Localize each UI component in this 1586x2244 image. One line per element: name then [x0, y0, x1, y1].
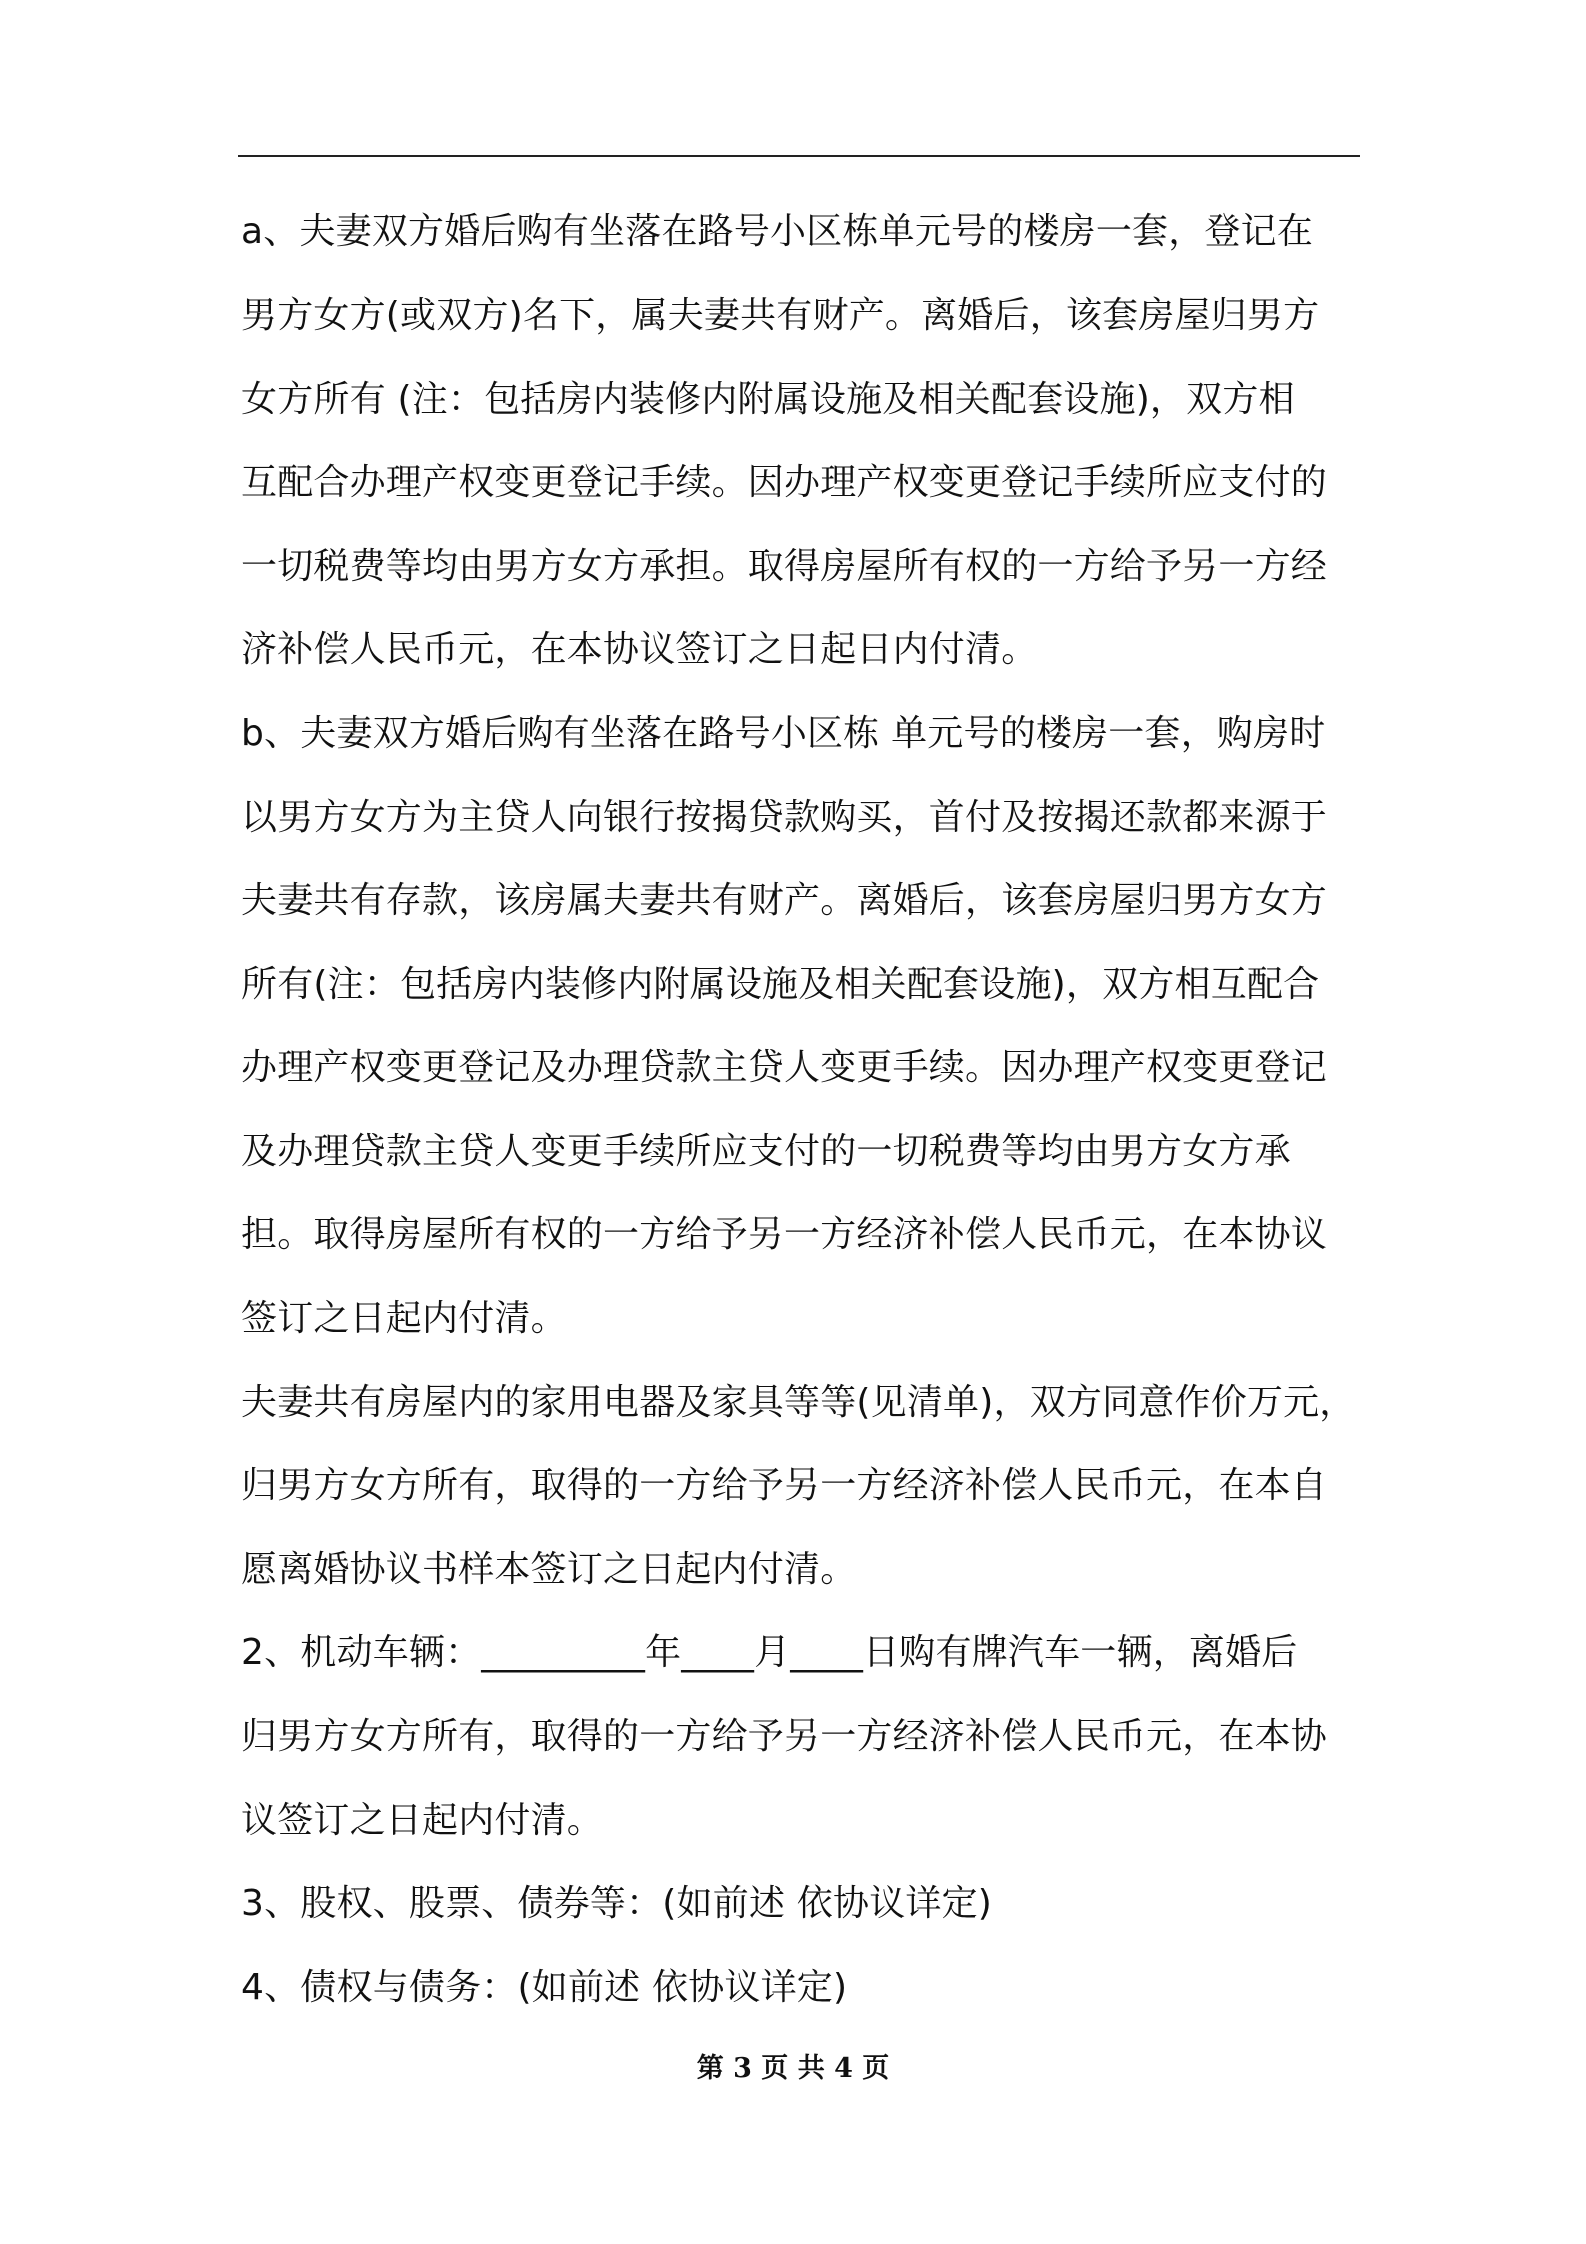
- paragraph-line: 所有(注：包括房内装修内附属设施及相关配套设施)，双方相互配合: [241, 964, 1320, 1005]
- paragraph-line: 归男方女方所有，取得的一方给予另一方经济补偿人民币元，在本自: [241, 1465, 1328, 1506]
- paragraph-line: 及办理贷款主贷人变更手续所应支付的一切税费等均由男方女方承: [241, 1131, 1291, 1172]
- paragraph-line: 夫妻共有存款，该房属夫妻共有财产。离婚后，该套房屋归男方女方: [241, 880, 1328, 921]
- paragraph-line: 以男方女方为主贷人向银行按揭贷款购买，首付及按揭还款都来源于: [241, 797, 1328, 838]
- paragraph-line: 女方所有 (注：包括房内装修内附属设施及相关配套设施)，双方相: [241, 379, 1295, 420]
- paragraph-line: a、夫妻双方婚后购有坐落在路号小区栋单元号的楼房一套，登记在: [241, 211, 1314, 252]
- paragraph-line: b、夫妻双方婚后购有坐落在路号小区栋 单元号的楼房一套，购房时: [241, 713, 1326, 754]
- paragraph-line: 男方女方(或双方)名下，属夫妻共有财产。离婚后，该套房屋归男方: [241, 295, 1320, 336]
- paragraph-line: 愿离婚协议书样本签订之日起内付清。: [241, 1549, 857, 1590]
- paragraph-line: 一切税费等均由男方女方承担。取得房屋所有权的一方给予另一方经: [241, 546, 1328, 587]
- paragraph-line: 担。取得房屋所有权的一方给予另一方经济补偿人民币元，在本协议: [241, 1214, 1328, 1255]
- paragraph-line: 济补偿人民币元，在本协议签订之日起日内付清。: [241, 629, 1038, 670]
- paragraph-line: 3、股权、股票、债券等：(如前述 依协议详定): [241, 1883, 993, 1924]
- paragraph-line: 签订之日起内付清。: [241, 1298, 567, 1339]
- page-number-text: 第 3 页 共 4 页: [696, 2053, 890, 2084]
- paragraph-line: 办理产权变更登记及办理贷款主贷人变更手续。因办理产权变更登记: [241, 1047, 1328, 1088]
- page-number-footer: [0, 2051, 1586, 2087]
- paragraph-line: 2、机动车辆：_________年____月____日购有牌汽车一辆，离婚后: [241, 1632, 1298, 1673]
- paragraph-line: 4、债权与债务：(如前述 依协议详定): [241, 1967, 848, 2008]
- paragraph-line: 互配合办理产权变更登记手续。因办理产权变更登记手续所应支付的: [241, 462, 1328, 503]
- header-rule: [238, 155, 1360, 157]
- paragraph-line: 议签订之日起内付清。: [241, 1800, 604, 1841]
- paragraph-line: 夫妻共有房屋内的家用电器及家具等等(见清单)，双方同意作价万元，: [241, 1382, 1356, 1423]
- paragraph-line: 归男方女方所有，取得的一方给予另一方经济补偿人民币元，在本协: [241, 1716, 1328, 1757]
